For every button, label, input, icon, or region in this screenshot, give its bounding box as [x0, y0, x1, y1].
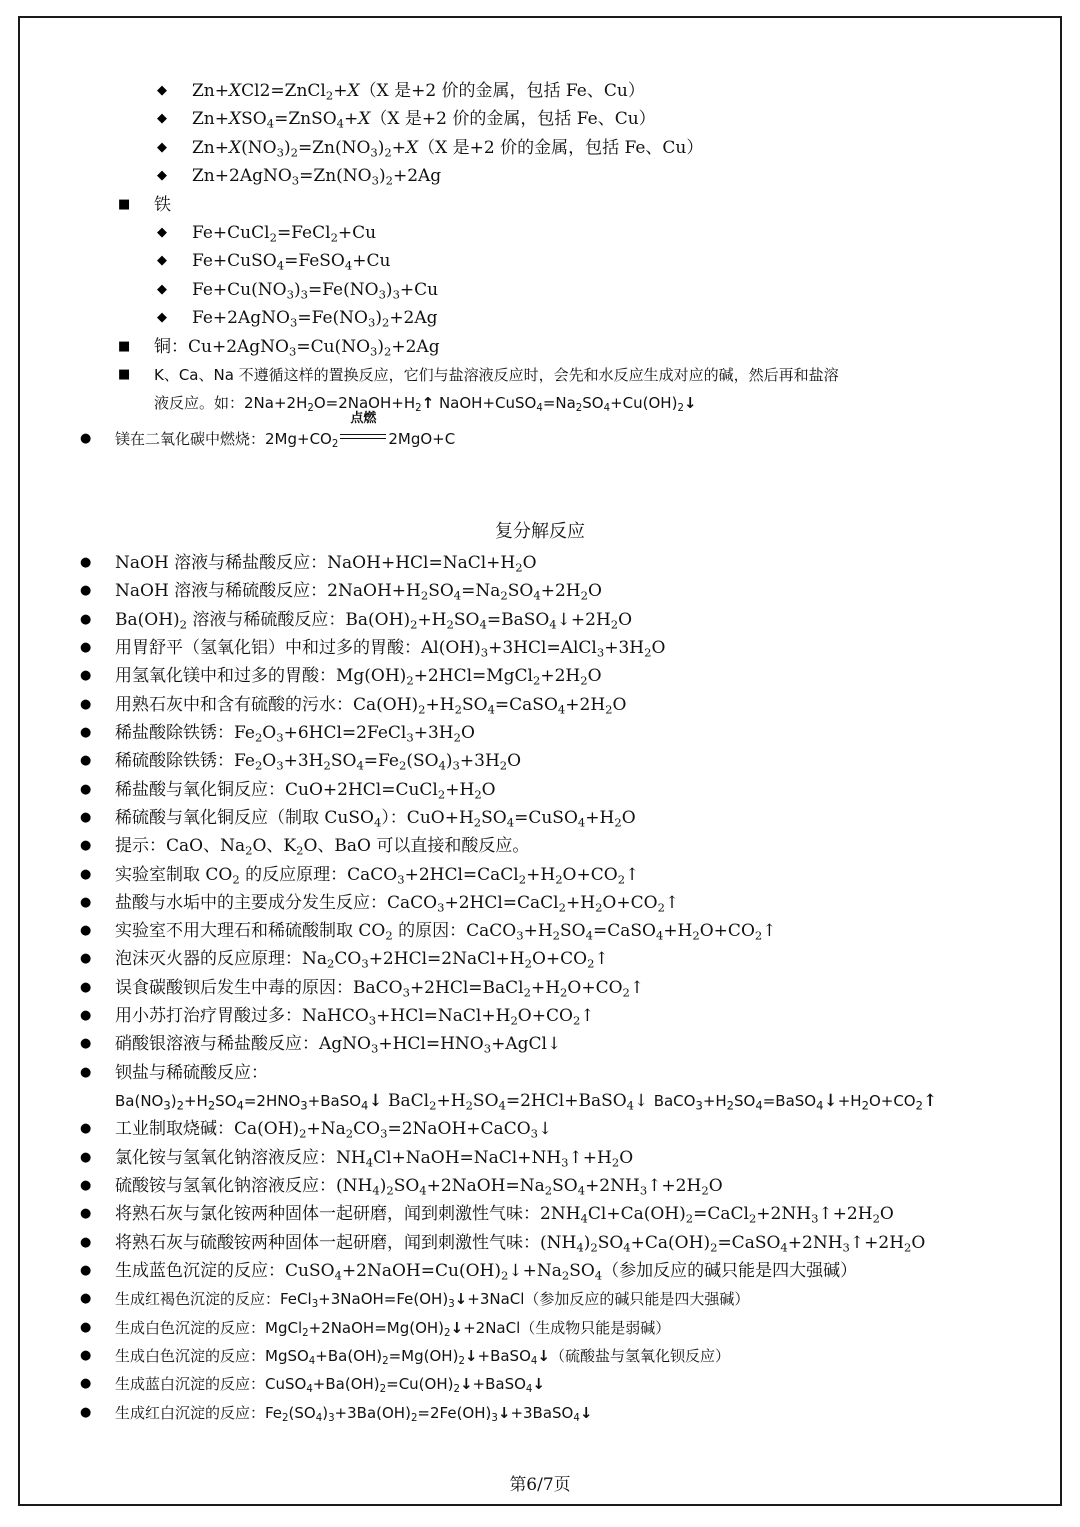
list-item: [0, 1087, 1080, 1115]
bullet-icon: ●: [80, 1291, 92, 1307]
page-number: 第6/7页: [509, 1475, 571, 1495]
list-item: [0, 776, 1080, 804]
bullet-icon: ■: [118, 338, 131, 354]
list-item: [0, 105, 1080, 133]
list-item-text: 盐酸与水垢中的主要成分发生反应：$CaCO_3+2HCl=CaCl_2+H_2O+CO_2↑$: [115, 892, 680, 915]
bullet-icon: ●: [80, 1206, 92, 1222]
list-item-text: 实验室制取 $CO_2$ 的反应原理：$CaCO_3+2HCl=CaCl_2+H_2O+CO_2↑$: [115, 864, 640, 886]
bullet-icon: ●: [80, 979, 92, 995]
list-item: [0, 361, 1080, 389]
list-item: [0, 549, 1080, 577]
list-item-text: 生成红白沉淀的反应：$Fe_2(SO_4)_3+3Ba(OH)_2=2Fe(OH)_3↓+3BaSO_4↓$: [115, 1403, 593, 1424]
list-item: [0, 1399, 1080, 1427]
bullet-icon: ◆: [157, 310, 167, 326]
bullet-icon: ●: [80, 1404, 92, 1420]
bullet-icon: ●: [80, 431, 92, 446]
bullet-icon: ●: [80, 724, 92, 740]
list-item-text: 将熟石灰与氯化铵两种固体一起研磨，闻到刺激性气味：$2NH_4Cl+Ca(OH)_2=CaCl_2+2NH_3↑+2H_2O$: [115, 1204, 894, 1226]
list-item-text: 镁在二氧化碳中燃烧：$2Mg+CO_2$ 点燃 2MgO+C: [115, 411, 456, 451]
list-item: [0, 861, 1080, 889]
list-item: [0, 1172, 1080, 1200]
list-item-text: 钡盐与稀硫酸反应：: [115, 1062, 268, 1083]
bullet-icon: ●: [80, 555, 92, 570]
list-item-text: $Zn+2AgNO_3=Zn(NO_3)_2+2Ag$: [192, 166, 442, 188]
bullet-icon: ●: [80, 809, 92, 825]
bullet-icon: ●: [80, 1263, 92, 1278]
bullet-icon: ●: [80, 753, 92, 769]
list-item: [0, 889, 1080, 917]
list-item-text: 误食碳酸钡后发生中毒的原因：$BaCO_3+2HCl=BaCl_2+H_2O+CO_2↑$: [115, 977, 645, 1000]
bullet-icon: ●: [80, 639, 92, 655]
list-item: [0, 247, 1080, 275]
list-item-text: 生成白色沉淀的反应：$MgSO_4+Ba(OH)_2=Mg(OH)_2↓+BaSO_4↓$（硫酸盐与氢氧化钡反应）: [115, 1346, 730, 1367]
list-item: [0, 162, 1080, 190]
list-item-text: 稀盐酸除铁锈：$Fe_2O_3+6HCl=2FeCl_3+3H_2O$: [115, 722, 475, 745]
bullet-icon: ◆: [157, 111, 167, 127]
list-item: [0, 1257, 1080, 1285]
list-item: [0, 191, 1080, 219]
list-item-text: 用氢氧化镁中和过多的胃酸：$Mg(OH)_2+2HCl=MgCl_2+2H_2O$: [115, 666, 602, 688]
list-item: [0, 219, 1080, 247]
list-item: [0, 634, 1080, 662]
list-item: [0, 304, 1080, 332]
bullet-icon: ●: [80, 1376, 92, 1392]
list-item-text: 硝酸银溶液与稀盐酸反应：$AgNO_3+HCl=HNO_3+AgCl↓$: [115, 1034, 562, 1056]
list-item-text: 工业制取烧碱：$Ca(OH)_2+Na_2CO_3=2NaOH+CaCO_3↓$: [115, 1119, 553, 1141]
list-item: [0, 77, 1080, 105]
bullet-icon: ◆: [157, 281, 167, 297]
list-item: [0, 1144, 1080, 1172]
bullet-icon: ●: [80, 1149, 92, 1165]
list-item: [0, 662, 1080, 690]
list-item: [0, 333, 1080, 361]
bullet-icon: ◆: [157, 253, 167, 269]
list-item-text: $Zn+XSO_4=ZnSO_4+X(X$ 是+2 价的金属，包括 Fe、Cu）: [192, 109, 656, 131]
list-item-text: 液反应。如：$2Na+2H_2O=2NaOH+H_2↑$ $NaOH+CuSO_4=Na_2SO_4+Cu(OH)_2↓$: [154, 394, 697, 415]
section-title: 复分解反应: [495, 521, 585, 542]
reaction-condition: 点燃: [338, 426, 388, 446]
list-item-text: Fe+CuSO$_4$=FeSO$_4$+Cu: [192, 251, 391, 273]
list-item-text: 稀硫酸与氧化铜反应（制取 CuSO$_4$）：$CuO+H_2SO_4=CuSO_4+H_2O$: [115, 807, 636, 830]
list-item-text: $Ba(NO_3)_2+H_2SO_4=2HNO_3+BaSO_4↓$ $BaCl_2+H_2SO_4=2HCl+BaSO_4↓$ $BaCO_3+H_2SO_4=BaSO_4↓+H_2O+CO_2↑$: [115, 1091, 938, 1113]
list-item-text: 氯化铵与氢氧化钠溶液反应：$NH_4Cl+NaOH=NaCl+NH_3↑+H_2O$: [115, 1147, 634, 1170]
list-item-text: $Zn+X(NO_3)_2=Zn(NO_3)_2+X(X$ 是+2 价的金属，包括 Fe、Cu）: [192, 137, 704, 160]
bullet-icon: ◆: [157, 83, 167, 98]
bullet-icon: ◆: [157, 139, 167, 155]
list-item: [0, 691, 1080, 719]
bullet-icon: ●: [80, 668, 92, 684]
bullet-icon: ●: [80, 866, 92, 882]
bullet-icon: ◆: [157, 168, 167, 184]
list-item: [0, 1030, 1080, 1058]
list-item-text: 铁: [154, 194, 171, 215]
bullet-icon: ●: [80, 1121, 92, 1137]
list-item-text: 实验室不用大理石和稀硫酸制取 $CO_2$ 的原因：$CaCO_3+H_2SO_4=CaSO_4+H_2O+CO_2↑$: [115, 921, 777, 943]
bullet-icon: ●: [80, 894, 92, 910]
list-item-text: $Fe+Cu(NO_3)_3=Fe(NO_3)_3+Cu$: [192, 279, 439, 302]
bullet-icon: ●: [80, 838, 92, 854]
list-item: [0, 1115, 1080, 1143]
bullet-icon: ●: [80, 1178, 92, 1194]
list-item-text: NaOH 溶液与稀盐酸反应：$NaOH+HCl=NaCl+H_2O$: [115, 553, 537, 575]
bullet-icon: ●: [80, 1234, 92, 1250]
list-item: [0, 1002, 1080, 1030]
bullet-icon: ■: [118, 196, 131, 212]
list-item-text: 铜：$Cu+2AgNO_3=Cu(NO_3)_2+2Ag$: [154, 336, 440, 359]
list-item: [0, 719, 1080, 747]
bullet-icon: ●: [80, 1064, 92, 1080]
list-item: [0, 134, 1080, 162]
list-item: [0, 389, 1080, 417]
bullet-icon: ●: [80, 611, 92, 627]
list-item-text: 用熟石灰中和含有硫酸的污水：$Ca(OH)_2+H_2SO_4=CaSO_4+2H_2O$: [115, 694, 627, 717]
list-item: [0, 1314, 1080, 1342]
list-item-text: 提示：CaO、$Na_2O$、$K_2O$、BaO 可以直接和酸反应。: [115, 836, 530, 858]
list-item-text: 稀硫酸除铁锈：$Fe_2O_3+3H_2SO_4=Fe_2(SO_4)_3+3H_2O$: [115, 751, 522, 773]
list-item-text: 用小苏打治疗胃酸过多：$NaHCO_3+HCl=NaCl+H_2O+CO_2↑$: [115, 1006, 595, 1028]
list-item: [0, 276, 1080, 304]
list-item: [0, 1370, 1080, 1398]
list-item-text: NaOH 溶液与稀硫酸反应：$2NaOH+H_2SO_4=Na_2SO_4+2H_2O$: [115, 581, 602, 603]
list-item: [0, 411, 1080, 453]
list-item: [0, 804, 1080, 832]
list-item-text: 泡沫灭火器的反应原理：$Na_2CO_3+2HCl=2NaCl+H_2O+CO_2↑$: [115, 949, 609, 971]
list-item: [0, 974, 1080, 1002]
list-item-text: Zn+XCl2=ZnCl$_2$+X（X 是+2 价的金属，包括 Fe、Cu）: [192, 81, 645, 103]
bullet-icon: ■: [118, 367, 131, 382]
list-item-text: K、Ca、Na 不遵循这样的置换反应，它们与盐溶液反应时，会先和水反应生成对应的碱，然后再和盐溶: [154, 366, 839, 384]
bullet-icon: ●: [80, 1008, 92, 1024]
bullet-icon: ●: [80, 1347, 92, 1363]
list-item-text: 生成白色沉淀的反应：$MgCl_2+2NaOH=Mg(OH)_2↓+2NaCl$（生成物只能是弱碱）: [115, 1318, 671, 1339]
bullet-icon: ●: [80, 583, 92, 599]
list-item-text: 将熟石灰与硫酸铵两种固体一起研磨，闻到刺激性气味：$(NH_4)_2SO_4+Ca(OH)_2=CaSO_4+2NH_3↑+2H_2O$: [115, 1232, 926, 1255]
list-item-text: 硫酸铵与氢氧化钠溶液反应：$(NH_4)_2SO_4+2NaOH=Na_2SO_4+2NH_3↑+2H_2O$: [115, 1176, 723, 1198]
list-item: [0, 945, 1080, 973]
list-item: [0, 577, 1080, 605]
bullet-icon: ●: [80, 696, 92, 712]
list-item: [0, 1200, 1080, 1228]
list-item-text: $Fe+2AgNO_3=Fe(NO_3)_2+2Ag$: [192, 308, 438, 330]
bullet-icon: ◆: [157, 225, 167, 240]
bullet-icon: ●: [80, 781, 92, 797]
list-item: [0, 606, 1080, 634]
bullet-icon: ●: [80, 1036, 92, 1052]
list-item-text: 生成红褐色沉淀的反应：$FeCl_3+3NaOH=Fe(OH)_3↓+3NaCl$（参加反应的碱只能是四大强碱）: [115, 1290, 750, 1311]
bullet-icon: ●: [80, 951, 92, 967]
list-item-text: 稀盐酸与氧化铜反应：$CuO+2HCl=CuCl_2+H_2O$: [115, 779, 496, 801]
list-item-text: 生成蓝白沉淀的反应：$CuSO_4+Ba(OH)_2=Cu(OH)_2↓+BaSO_4↓$: [115, 1375, 545, 1396]
bullet-icon: ●: [80, 923, 92, 939]
list-item-text: 用胃舒平（氢氧化铝）中和过多的胃酸：$Al(OH)_3+3HCl=AlCl_3+3H_2O$: [115, 637, 666, 660]
bullet-icon: ●: [80, 1319, 92, 1335]
list-item: [0, 1342, 1080, 1370]
list-item-text: 生成蓝色沉淀的反应：$CuSO_4+2NaOH=Cu(OH)_2↓+Na_2SO_4$（参加反应的碱只能是四大强碱）: [115, 1261, 858, 1283]
list-item: [0, 917, 1080, 945]
list-item: [0, 1059, 1080, 1087]
list-item: [0, 1285, 1080, 1313]
list-item: [0, 832, 1080, 860]
list-item-text: Fe+CuCl$_2$=FeCl$_2$+Cu: [192, 223, 377, 245]
list-item-text: $Ba(OH)_2$ 溶液与稀硫酸反应：$Ba(OH)_2+H_2SO_4=BaSO_4↓+2H_2O$: [115, 609, 633, 632]
list-item: [0, 1229, 1080, 1257]
list-item: [0, 747, 1080, 775]
